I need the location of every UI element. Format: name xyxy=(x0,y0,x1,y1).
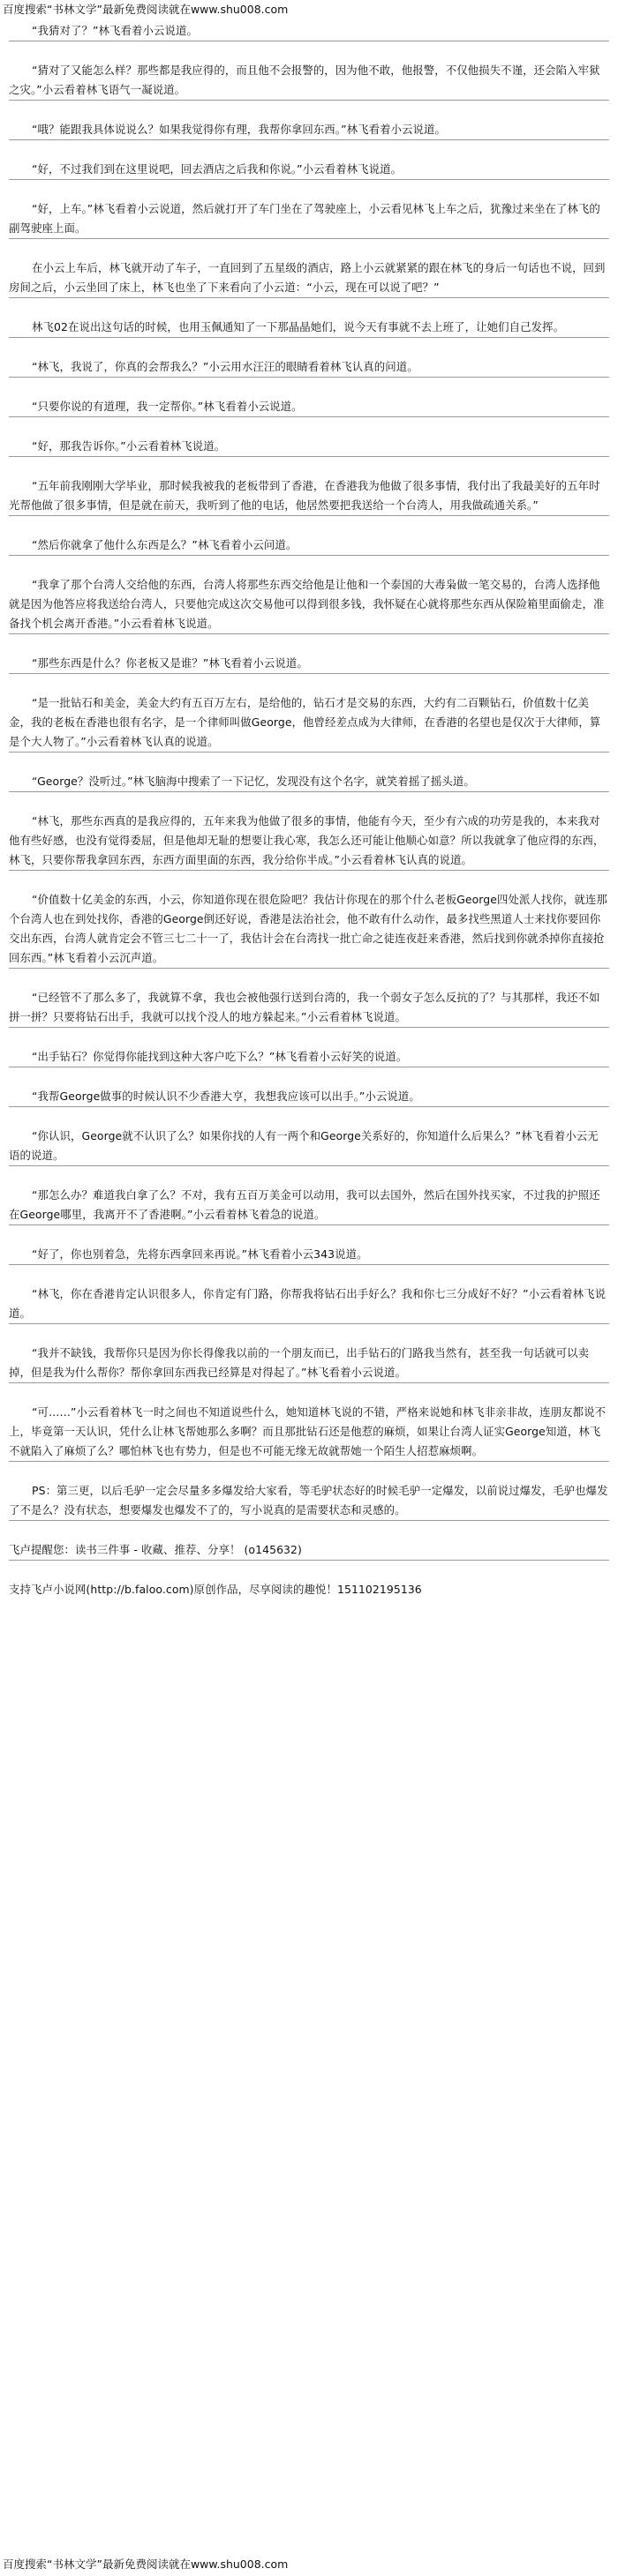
paragraph: “好，那我告诉你。”小云看着林飞说道。 xyxy=(9,437,609,457)
site-reminder: 飞卢提醒您：读书三件事 - 收藏、推荐、分享！ (o145632) xyxy=(9,1540,609,1561)
paragraph: “我帮George做事的时候认识不少香港大亨，我想我应该可以出手。”小云说道。 xyxy=(9,1087,609,1107)
paragraph: “猜对了又能怎么样？那些都是我应得的，而且他不会报警的，因为他不敢，他报警，不仅他损失不谨，还会陷入牢狱之灾。”小云看着林飞语气一凝说道。 xyxy=(9,61,609,101)
paragraph: “我拿了那个台湾人交给他的东西，台湾人将那些东西交给他是让他和一个泰国的大毒枭做一笔交易的，台湾人选择他就是因为他答应将我送给台湾人，只要他完成这次交易他可以得到很多钱，我怀疑在心就将那些东西从保险箱里面偷走，准备找个机会离开香港。”小云看着林飞说道。 xyxy=(9,575,609,634)
paragraph: “好，上车。”林飞看着小云说道，然后就打开了车门坐在了驾驶座上，小云看见林飞上车之后，犹豫过来坐在了林飞的副驾驶座上面。 xyxy=(9,199,609,239)
paragraph: “只要你说的有道理，我一定帮你。”林飞看着小云说道。 xyxy=(9,397,609,417)
paragraph: “George？没听过。”林飞脑海中搜索了一下记忆，发现没有这个名字，就笑着摇了摇头道。 xyxy=(9,772,609,792)
paragraph: “哦？能跟我具体说说么？如果我觉得你有理，我帮你拿回东西。”林飞看着小云说道。 xyxy=(9,120,609,140)
paragraph: “可……”小云看着林飞一时之间也不知道说些什么，她知道林飞说的不错，严格来说她和林飞非亲非故，连朋友都说不上，毕竟第一天认识，凭什么让林飞帮她那么多啊？而且那批钻石还是他惹的麻烦，如果让台湾人证实George知道，林飞不就陷入了麻烦了么？哪怕林飞也有势力，但是也不可能无缘无故就帮她一个陌生人招惹麻烦啊。 xyxy=(9,1403,609,1462)
author-note: PS：第三更，以后毛驴一定会尽量多多爆发给大家看，等毛驴状态好的时候毛驴一定爆发，以前说过爆发，毛驴也爆发了不是么？没有状态，想要爆发也爆发不了的，写小说真的是需要状态和灵感的。 xyxy=(9,1481,609,1521)
paragraph: “然后你就拿了他什么东西是么？”林飞看着小云问道。 xyxy=(9,535,609,556)
paragraph: “那怎么办？难道我白拿了么？不对，我有五百万美金可以动用，我可以去国外，然后在国外找买家，不过我的护照还在George哪里，我离开不了香港啊。”小云看着林飞着急的说道。 xyxy=(9,1186,609,1225)
paragraph: “那些东西是什么？你老板又是谁？”林飞看着小云说道。 xyxy=(9,654,609,674)
paragraph: “是一批钻石和美金，美金大约有五百万左右，是给他的，钻石才是交易的东西，大约有二百颗钻石，价值数十亿美金，我的老板在香港也很有名字，是一个律师叫做George，他曾经差点成为大律师，在香港的名望也是仅次于大律师，算是个大人物了。”小云看着林飞认真的说道。 xyxy=(9,693,609,753)
top-banner: 百度搜索“书林文学”最新免费阅读就在www.shu008.com xyxy=(3,3,289,16)
paragraph: “我猜对了？”林飞看着小云说道。 xyxy=(9,21,609,41)
paragraph: “五年前我刚刚大学毕业，那时候我被我的老板带到了香港，在香港我为他做了很多事情，我付出了我最美好的五年时光帮他做了很多事情，但是就在前天，我听到了他的电话，他居然要把我送给一个台湾人，用我做疏通关系。” xyxy=(9,476,609,516)
paragraph: “你认识，George就不认识了么？如果你找的人有一两个和George关系好的，你知道什么后果么？”林飞看着小云无语的说道。 xyxy=(9,1127,609,1166)
site-footer-notice: 支持飞卢小说网(http://b.faloo.com)原创作品，尽享阅读的趣悦！151102195136 xyxy=(9,1583,422,1596)
paragraph: 林飞02在说出这句话的时候，也用玉佩通知了一下那晶晶她们，说今天有事就不去上班了，让她们自己发挥。 xyxy=(9,318,609,338)
paragraph: 在小云上车后，林飞就开动了车子，一直回到了五星级的酒店，路上小云就紧紧的跟在林飞的身后一句话也不说，回到房间之后，小云坐回了床上，林飞也坐了下来看向了小云道：“小云，现在可以说了吧？” xyxy=(9,258,609,298)
paragraph: “林飞，你在香港肯定认识很多人，你肯定有门路，你帮我将钻石出手好么？我和你七三分成好不好？”小云看着林飞说道。 xyxy=(9,1284,609,1324)
chapter-text xyxy=(9,21,609,1619)
paragraph: “好，不过我们到在这里说吧，回去酒店之后我和你说。”小云看着林飞说道。 xyxy=(9,160,609,180)
paragraph: “已经管不了那么多了，我就算不拿，我也会被他强行送到台湾的，我一个弱女子怎么反抗的了？与其那样，我还不如拼一拼？只要将钻石出手，我就可以找个没人的地方躲起来。”小云看着林飞说道。 xyxy=(9,988,609,1028)
paragraph: “林飞，那些东西真的是我应得的，五年来我为他做了很多的事情，他能有今天，至少有六成的功劳是我的，本来我对他有些好感，也没有觉得委屈，但是他却无耻的想要让我心寒，我怎么还可能让他顺心如意？所以我就拿了他应得的东西，林飞，只要你帮我拿回东西，东西方面里面的东西，我分给你半成。”小云看着林飞认真的说道。 xyxy=(9,812,609,871)
paragraph: “我并不缺钱，我帮你只是因为你长得像我以前的一个朋友而已，出手钻石的门路我当然有，甚至我一句话就可以卖掉，但是我为什么帮你？帮你拿回东西我已经算是对得起了。”林飞看着小云说道。 xyxy=(9,1344,609,1383)
paragraph: “价值数十亿美金的东西，小云，你知道你现在很危险吧？我估计你现在的那个什么老板George四处派人找你，就连那个台湾人也在到处找你，香港的George倒还好说，香港是法治社会，他不敢有什么动作，最多找些黑道人士来找你要回你交出东西，台湾人就肯定会不管三七二十一了，我估计会在台湾找一批亡命之徒连夜赶来香港，然后找到你就杀掉你直接抢回东西。”林飞看着小云沉声道。 xyxy=(9,890,609,969)
bottom-banner: 百度搜索“书林文学”最新免费阅读就在www.shu008.com xyxy=(3,2557,289,2571)
paragraph: “好了，你也别着急，先将东西拿回来再说。”林飞看着小云343说道。 xyxy=(9,1245,609,1265)
paragraph: “出手钻石？你觉得你能找到这种大客户吃下么？”林飞看着小云好笑的说道。 xyxy=(9,1047,609,1067)
paragraph: “林飞，我说了，你真的会帮我么？”小云用水汪汪的眼睛看着林飞认真的问道。 xyxy=(9,357,609,378)
